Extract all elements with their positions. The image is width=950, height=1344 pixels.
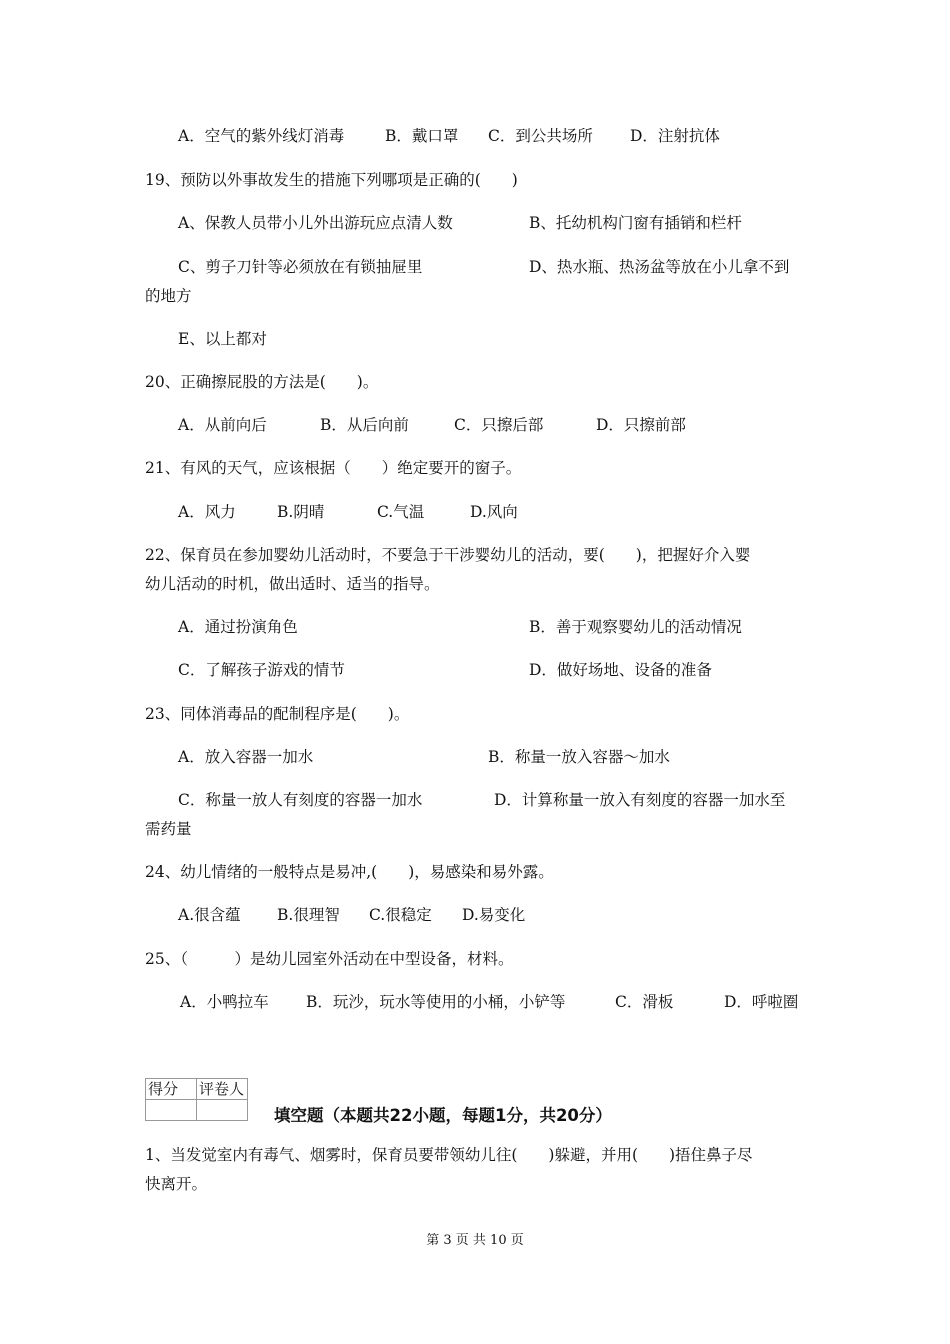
q22-stem-line2: 幼儿活动的时机，做出适时、适当的指导。 — [145, 575, 440, 593]
q19-stem: 19、预防以外事故发生的措施下列哪项是正确的( ) — [145, 171, 518, 189]
q24-option-d: D.易变化 — [462, 906, 526, 924]
score-table — [145, 1078, 248, 1121]
q18-option-a: A．空气的紫外线灯消毒 — [178, 127, 345, 145]
q24-option-c: C.很稳定 — [369, 906, 432, 924]
q21-option-d: D.风向 — [470, 503, 518, 521]
q20-option-c: C．只擦后部 — [454, 416, 544, 434]
q23-option-a: A．放入容器一加水 — [178, 748, 314, 766]
q19-option-c: C、剪子刀针等必须放在有锁抽屉里 — [178, 258, 423, 276]
q18-option-c: C．到公共场所 — [488, 127, 593, 145]
q22-option-b: B．善于观察婴幼儿的活动情况 — [529, 618, 742, 636]
section-title: 填空题（本题共22小题，每题1分，共20分） — [274, 1106, 612, 1125]
q22-option-c: C．了解孩子游戏的情节 — [178, 661, 345, 679]
grader-cell — [197, 1100, 248, 1121]
q18-option-d: D．注射抗体 — [630, 127, 720, 145]
grader-label: 评卷人 — [197, 1079, 248, 1100]
q25-stem: 25、（ ）是幼儿园室外活动在中型设备，材料。 — [145, 950, 514, 968]
q22-option-a: A．通过扮演角色 — [178, 618, 298, 636]
q25-option-b: B．玩沙，玩水等使用的小桶，小铲等 — [306, 993, 566, 1011]
q20-option-b: B．从后向前 — [320, 416, 409, 434]
q19-option-e: E、以上都对 — [178, 330, 267, 348]
q20-stem: 20、正确擦屁股的方法是( )。 — [145, 373, 379, 391]
q24-option-b: B.很理智 — [277, 906, 340, 924]
score-label: 得分 — [146, 1079, 197, 1100]
q18-option-b: B．戴口罩 — [385, 127, 459, 145]
q25-option-c: C．滑板 — [615, 993, 674, 1011]
q23-option-d-continued: 需药量 — [145, 820, 192, 838]
q21-option-a: A．风力 — [178, 503, 236, 521]
q23-option-c: C．称量一放人有刻度的容器一加水 — [178, 791, 423, 809]
q23-option-d: D．计算称量一放入有刻度的容器一加水至 — [494, 791, 786, 809]
q22-option-d: D．做好场地、设备的准备 — [529, 661, 712, 679]
q19-option-b: B、托幼机构门窗有插销和栏杆 — [529, 214, 742, 232]
q20-option-a: A．从前向后 — [178, 416, 267, 434]
q22-stem-line1: 22、保育员在参加婴幼儿活动时，不要急于干涉婴幼儿的活动，要( )，把握好介入婴 — [145, 546, 751, 564]
q19-option-a: A、保教人员带小儿外出游玩应点清人数 — [178, 214, 453, 232]
q21-stem: 21、有风的天气，应该根据（ ）绝定要开的窗子。 — [145, 459, 522, 477]
q21-option-c: C.气温 — [377, 503, 425, 521]
q19-option-d-continued: 的地方 — [145, 287, 192, 305]
fill-q1-line1: 1、当发觉室内有毒气、烟雾时，保育员要带领幼儿往( )躲避，并用( )捂住鼻子尽 — [145, 1146, 753, 1164]
q23-stem: 23、同体消毒品的配制程序是( )。 — [145, 705, 410, 723]
page-footer: 第 3 页 共 10 页 — [426, 1233, 524, 1248]
q24-stem: 24、幼儿情绪的一般特点是易冲,( )，易感染和易外露。 — [145, 863, 554, 881]
score-cell — [146, 1100, 197, 1121]
q21-option-b: B.阴晴 — [277, 503, 325, 521]
q19-option-d: D、热水瓶、热汤盆等放在小儿拿不到 — [529, 258, 790, 276]
q20-option-d: D．只擦前部 — [596, 416, 686, 434]
q25-option-d: D．呼啦圈 — [724, 993, 799, 1011]
q24-option-a: A.很含蕴 — [178, 906, 241, 924]
q25-option-a: A．小鸭拉车 — [180, 993, 269, 1011]
fill-q1-line2: 快离开。 — [145, 1175, 208, 1193]
q23-option-b: B．称量一放入容器～加水 — [488, 748, 670, 766]
